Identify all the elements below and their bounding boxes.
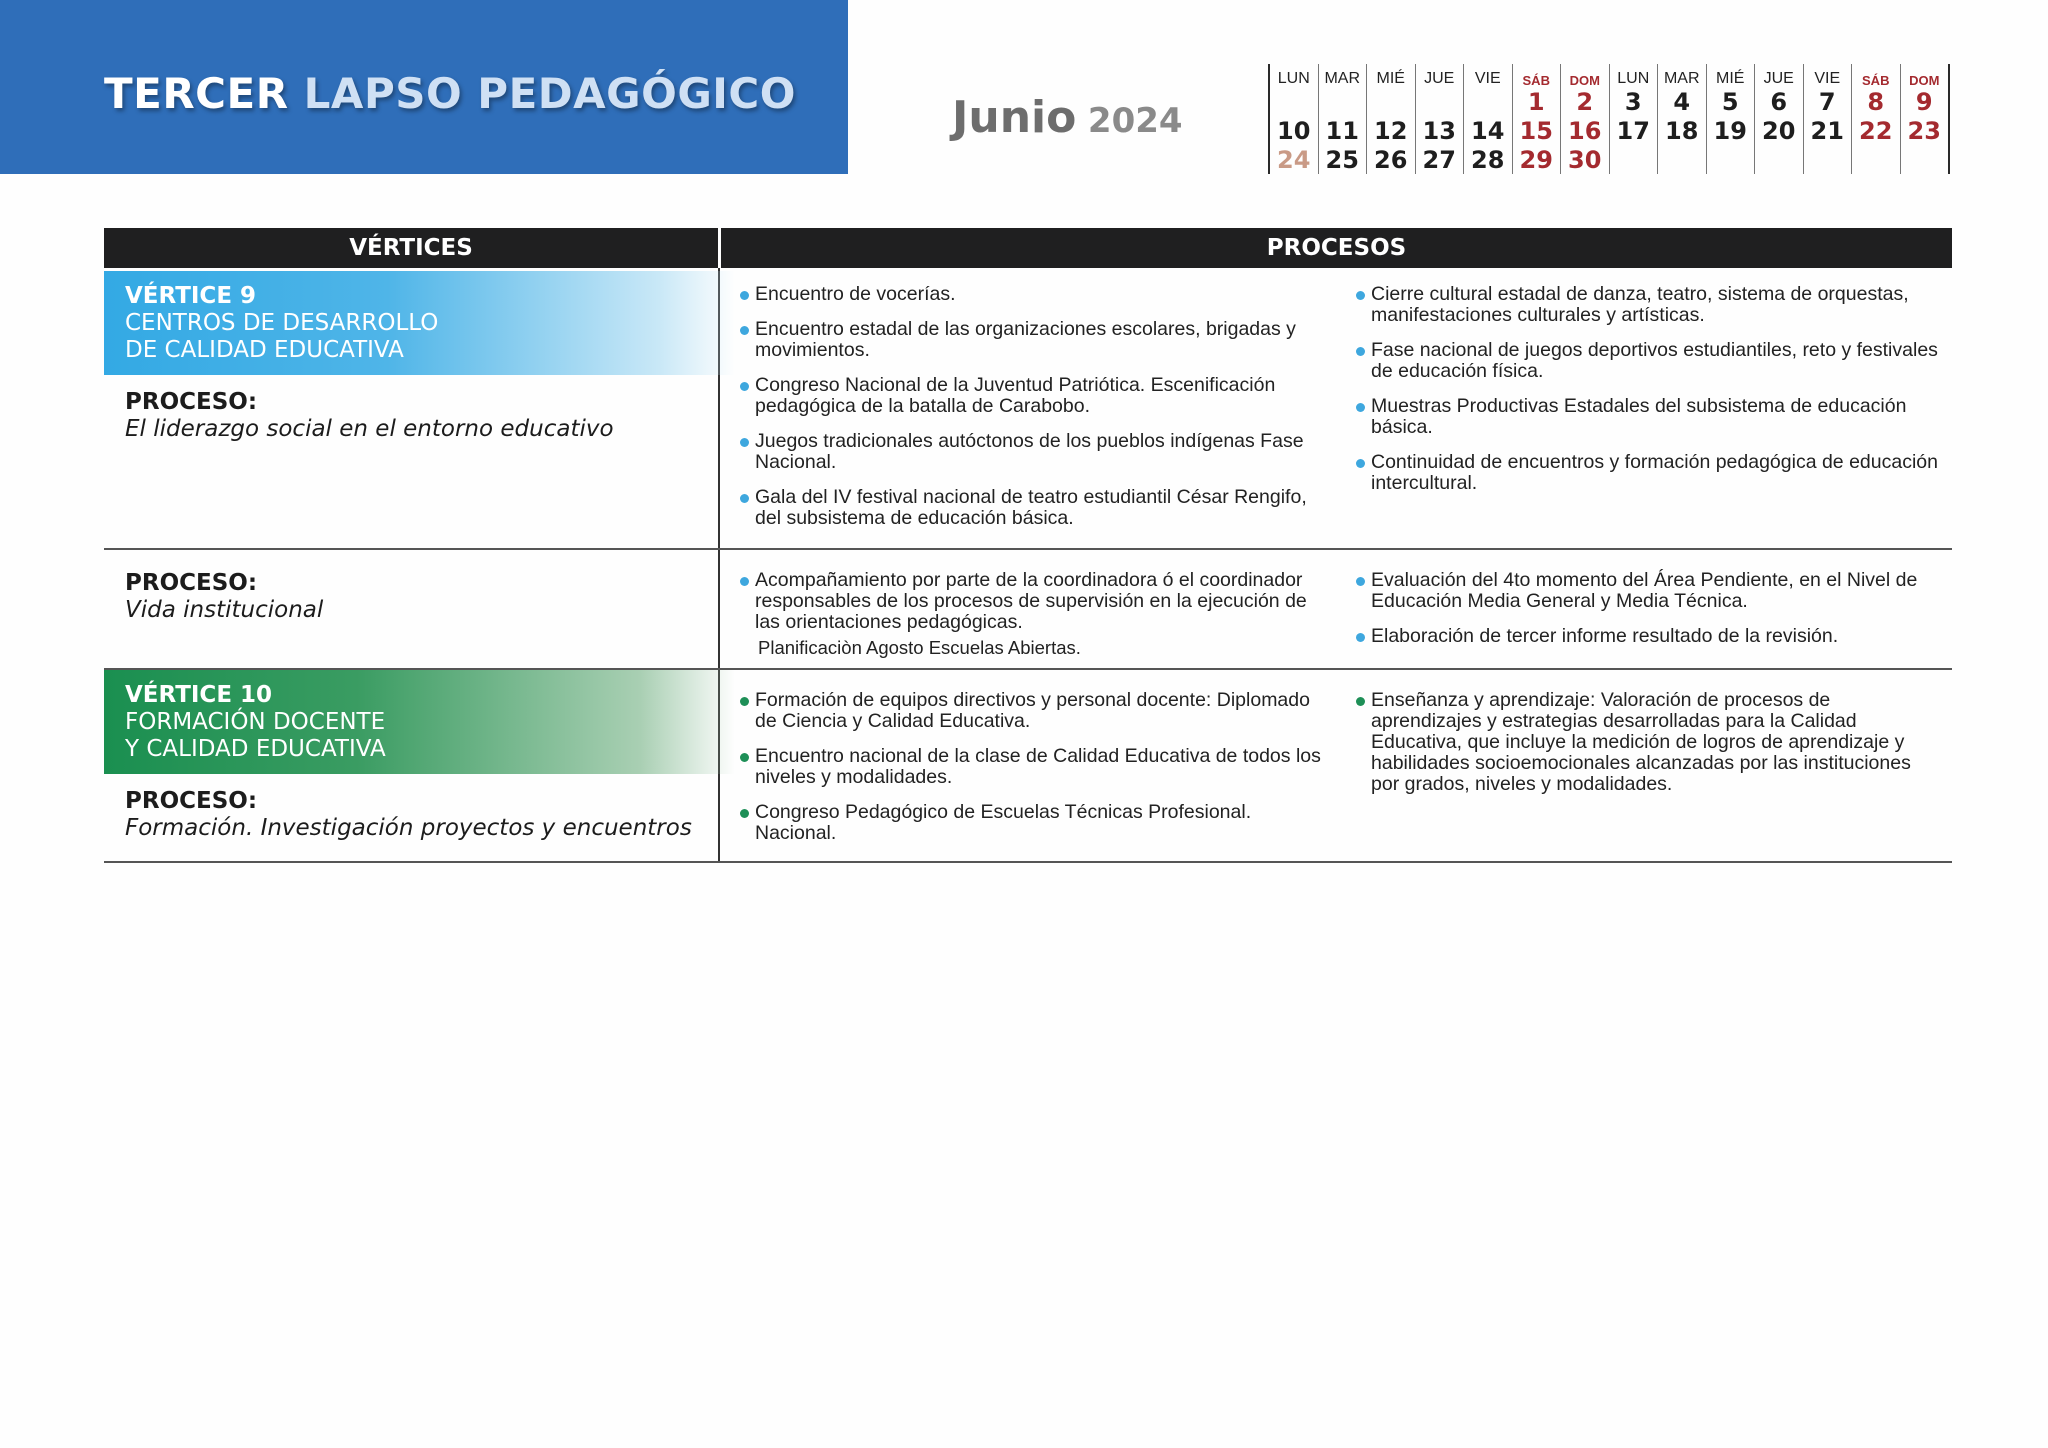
calendar-column: [1901, 64, 1949, 174]
list-item: [1336, 570, 1952, 612]
list-item: [720, 802, 1336, 844]
calendar-day: 13: [1422, 117, 1456, 146]
calendar-day: 27: [1422, 145, 1456, 174]
header-banner: [0, 0, 848, 174]
bullet-icon: [1356, 459, 1365, 468]
month-label: [952, 92, 1183, 143]
bullet-icon: [740, 577, 749, 586]
calendar-day: 21: [1810, 117, 1844, 146]
calendar-day: 2: [1576, 88, 1594, 117]
calendar-day: 28: [1471, 145, 1505, 174]
processes-cell: [720, 550, 1952, 668]
process-list-right: [1336, 690, 1952, 861]
table-row: [104, 670, 1952, 863]
list-item-text: Encuentro nacional de la clase de Calidad Educativa de todos los niveles y modalidades.: [755, 745, 1321, 788]
column-header-vertices: VÉRTICES: [104, 228, 721, 268]
process-list-right: [1336, 284, 1952, 548]
process-list-left: [720, 690, 1336, 861]
month-name: Junio: [952, 92, 1077, 143]
calendar-day: 25: [1325, 145, 1359, 174]
list-item: [1336, 626, 1952, 647]
calendar-day: 26: [1374, 145, 1408, 174]
list-item-text: Gala del IV festival nacional de teatro estudiantil César Rengifo, del subsistema de educación básica.: [755, 486, 1307, 529]
list-item: [1336, 340, 1952, 382]
calendar-weekday: JUE: [1424, 70, 1455, 88]
list-item-text: Acompañamiento por parte de la coordinadora ó el coordinador responsables de los procesos de supervisión en la ejecución de las orientaciones pedagógicas.: [755, 569, 1307, 633]
calendar-column: [1658, 64, 1707, 174]
calendar-weekday: LUN: [1277, 70, 1310, 88]
list-item: [720, 487, 1336, 529]
calendar-column: [1561, 64, 1610, 174]
calendar-day: 12: [1374, 117, 1408, 146]
calendar-day: 29: [1519, 145, 1553, 174]
list-item: [720, 319, 1336, 361]
list-item-text: Encuentro estadal de las organizaciones escolares, brigadas y movimientos.: [755, 318, 1296, 361]
table-row: [104, 550, 1952, 670]
bullet-icon: [1356, 633, 1365, 642]
calendar-day: 22: [1859, 117, 1893, 146]
proceso-label: PROCESO:: [125, 389, 258, 415]
list-item-text: Juegos tradicionales autóctonos de los pueblos indígenas Fase Nacional.: [755, 430, 1304, 473]
calendar-day: 15: [1519, 117, 1553, 146]
bullet-icon: [740, 697, 749, 706]
calendar-day: 10: [1277, 117, 1311, 146]
calendar-column: [1319, 64, 1368, 174]
calendar-weekday: MIÉ: [1376, 70, 1405, 88]
list-item-text: Encuentro de vocerías.: [755, 283, 956, 305]
list-item: [720, 690, 1336, 732]
process-list-left: [720, 284, 1336, 548]
vertex-subtitle-line1: CENTROS DE DESARROLLO: [125, 309, 439, 336]
vertices-table: [104, 228, 1952, 863]
calendar-weekday: LUN: [1617, 70, 1650, 88]
list-item-text: Muestras Productivas Estadales del subsistema de educación básica.: [1371, 395, 1907, 438]
list-item: [720, 284, 1336, 305]
vertex-subtitle-line1: FORMACIÓN DOCENTE: [125, 708, 386, 735]
vertex-cell: [104, 268, 720, 548]
list-item-text: Continuidad de encuentros y formación pedagógica de educación intercultural.: [1371, 451, 1938, 494]
list-item-text: Congreso Pedagógico de Escuelas Técnicas Profesional. Nacional.: [755, 801, 1252, 844]
list-item-text: Formación de equipos directivos y personal docente: Diplomado de Ciencia y Calidad Educativa.: [755, 689, 1310, 732]
calendar-column: [1367, 64, 1416, 174]
column-header-procesos: PROCESOS: [1266, 235, 1407, 261]
calendar-day: 16: [1568, 117, 1602, 146]
calendar-column: [1804, 64, 1853, 174]
calendar-weekday: VIE: [1814, 70, 1841, 88]
calendar-day: 8: [1867, 88, 1885, 117]
vertex-9-box: [104, 271, 735, 375]
calendar-weekday: VIE: [1474, 70, 1501, 88]
bullet-icon: [740, 809, 749, 818]
vertex-title: VÉRTICE 10: [125, 681, 273, 708]
calendar-day: 23: [1907, 117, 1941, 146]
calendar-weekday: MIÉ: [1716, 70, 1745, 88]
bullet-icon: [740, 438, 749, 447]
list-item: [720, 570, 1336, 633]
table-row: [104, 268, 1952, 550]
bullet-icon: [1356, 347, 1365, 356]
calendar-day: 7: [1818, 88, 1836, 117]
proceso-block: [104, 550, 718, 624]
table-header: [104, 228, 1952, 268]
process-list-left: [720, 570, 1336, 668]
calendar-day: 14: [1471, 117, 1505, 146]
proceso-block: [104, 375, 718, 443]
list-item-text: Evaluación del 4to momento del Área Pendiente, en el Nivel de Educación Media General y Media Técnica.: [1371, 569, 1918, 612]
vertex-title: VÉRTICE 9: [125, 282, 257, 309]
vertex-cell: [104, 550, 720, 668]
list-note: Planificaciòn Agosto Escuelas Abiertas.: [758, 637, 1081, 658]
calendar-weekday: JUE: [1763, 70, 1794, 88]
calendar-column: [1707, 64, 1756, 174]
calendar-day: 9: [1915, 88, 1933, 117]
list-item-text: Fase nacional de juegos deportivos estudiantiles, reto y festivales de educación física.: [1371, 339, 1938, 382]
calendar-column: [1416, 64, 1465, 174]
calendar-day: 24: [1277, 145, 1311, 174]
mini-calendar: [1268, 64, 1950, 174]
title-part2: LAPSO PEDAGÓGICO: [303, 68, 796, 118]
bullet-icon: [740, 326, 749, 335]
calendar-weekday: MAR: [1324, 70, 1361, 88]
proceso-label: PROCESO:: [125, 570, 258, 596]
vertex-subtitle-line2: DE CALIDAD EDUCATIVA: [125, 336, 404, 363]
proceso-value: Formación. Investigación proyectos y encuentros: [125, 815, 692, 841]
calendar-column: [1755, 64, 1804, 174]
bullet-icon: [1356, 697, 1365, 706]
process-list-right: [1336, 570, 1952, 668]
calendar-day: 6: [1770, 88, 1788, 117]
calendar-day: 18: [1665, 117, 1699, 146]
list-item: [1336, 690, 1952, 795]
calendar-column: [1513, 64, 1562, 174]
list-item-text: Cierre cultural estadal de danza, teatro, sistema de orquestas, manifestaciones culturales y artísticas.: [1371, 283, 1909, 326]
list-item: [1336, 452, 1952, 494]
calendar-day: 30: [1568, 145, 1602, 174]
list-item-text: Enseñanza y aprendizaje: Valoración de procesos de aprendizajes y estrategias desarrolladas para la Calidad Educativa, que incluye la medición de logros de aprendizaje y habilidades socioemocionales alcanzadas por las instituciones por grados, niveles y modalidades.: [1371, 689, 1911, 795]
list-item: [1336, 284, 1952, 326]
calendar-day: 17: [1616, 117, 1650, 146]
calendar-column: [1852, 64, 1901, 174]
calendar-day: 3: [1624, 88, 1642, 117]
calendar-column: [1464, 64, 1513, 174]
calendar-day: 4: [1673, 88, 1691, 117]
processes-cell: [720, 268, 1952, 548]
calendar-column: [1610, 64, 1659, 174]
calendar-day: 20: [1762, 117, 1796, 146]
title-part1: TERCER: [104, 68, 289, 118]
proceso-value: El liderazgo social en el entorno educativo: [125, 416, 614, 442]
list-item: [720, 375, 1336, 417]
bullet-icon: [740, 291, 749, 300]
list-item: [720, 431, 1336, 473]
calendar-day: 1: [1527, 88, 1545, 117]
proceso-label: PROCESO:: [125, 788, 258, 814]
bullet-icon: [1356, 577, 1365, 586]
vertex-cell: [104, 670, 720, 861]
list-item-text: Congreso Nacional de la Juventud Patriótica. Escenificación pedagógica de la batalla de Carabobo.: [755, 374, 1276, 417]
list-item: [720, 746, 1336, 788]
calendar-day: 5: [1721, 88, 1739, 117]
month-year: 2024: [1087, 101, 1183, 141]
list-item: [1336, 396, 1952, 438]
page-title: [104, 69, 796, 118]
processes-cell: [720, 670, 1952, 861]
calendar-weekday: DOM: [1569, 73, 1600, 89]
proceso-value: Vida institucional: [125, 597, 324, 623]
bullet-icon: [1356, 291, 1365, 300]
bullet-icon: [1356, 403, 1365, 412]
bullet-icon: [740, 494, 749, 503]
bullet-icon: [740, 753, 749, 762]
calendar-column: [1270, 64, 1319, 174]
calendar-weekday: DOM: [1909, 73, 1940, 89]
proceso-block: [104, 774, 718, 842]
bullet-icon: [740, 382, 749, 391]
calendar-day: 11: [1325, 117, 1359, 146]
calendar-weekday: SÁB: [1522, 73, 1550, 89]
calendar-day: 19: [1713, 117, 1747, 146]
calendar-weekday: MAR: [1663, 70, 1700, 88]
calendar-weekday: SÁB: [1862, 73, 1890, 89]
vertex-subtitle-line2: Y CALIDAD EDUCATIVA: [125, 735, 386, 762]
list-item-text: Elaboración de tercer informe resultado de la revisión.: [1371, 625, 1839, 647]
vertex-10-box: [104, 670, 735, 774]
